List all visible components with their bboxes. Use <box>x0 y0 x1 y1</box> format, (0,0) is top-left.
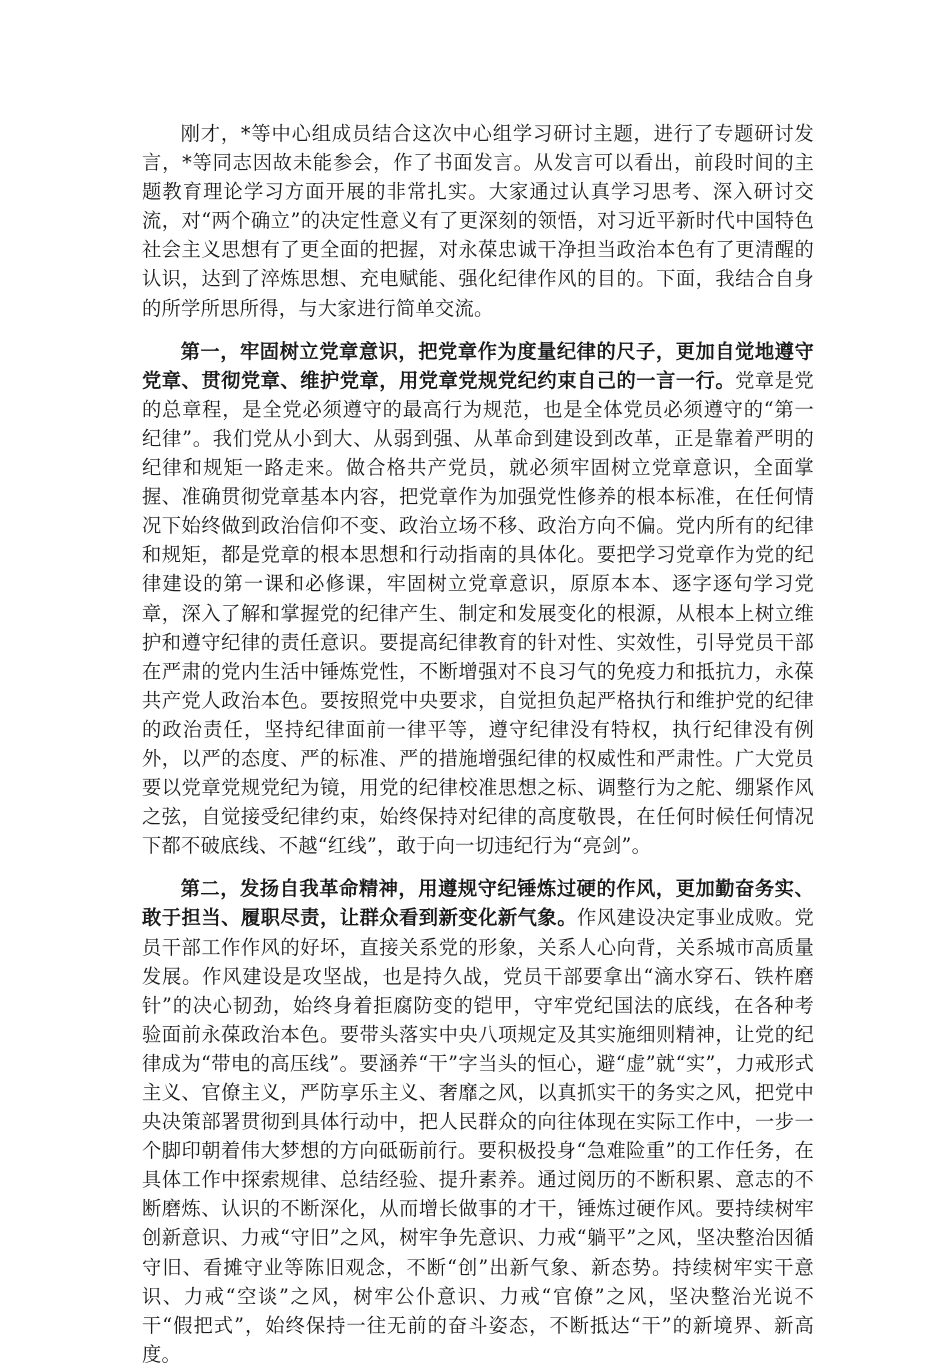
document-page <box>142 119 814 1369</box>
paragraph-second-point-heading: 第二，发扬自我革命精神，用遵规守纪锤炼过硬的作风，更加勤奋务实、敢于担当、履职尽责，让群众看到新变化新气象。 <box>142 877 814 930</box>
paragraph-second-point-body: 作风建设决定事业成败。党员干部工作作风的好坏，直接关系党的形象，关系人心向背，关系城市高质量发展。作风建设是攻坚战，也是持久战，党员干部要拿出“滴水穿石、铁杵磨针”的决心韧劲，始终身着拒腐防变的铠甲，守牢党纪国法的底线，在各种考验面前永葆政治本色。要带头落实中央八项规定及其实施细则精神，让党的纪律成为“带电的高压线”。要涵养“干”字当头的恒心，避“虚”就“实”，力戒形式主义、官僚主义，严防享乐主义、奢靡之风，以真抓实干的务实之风，把党中央决策部署贯彻到具体行动中，把人民群众的向往体现在实际工作中，一步一个脚印朝着伟大梦想的方向砥砺前行。要积极投身“急难险重”的工作任务，在具体工作中探索规律、总结经验、提升素养。通过阅历的不断积累、意志的不断磨炼、认识的不断深化，从而增长做事的才干，锤炼过硬作风。要持续树牢创新意识、力戒“守旧”之风，树牢争先意识、力戒“躺平”之风，坚决整治因循守旧、看摊守业等陈旧观念，不断“创”出新气象、新态势。持续树牢实干意识、力戒“空谈”之风，树牢公仆意识、力戒“官僚”之风，坚决整治光说不干“假把式”，始终保持一往无前的奋斗姿态，不断抵达“干”的新境界、新高度。 <box>142 906 815 1366</box>
paragraph-first-point-body: 党章是党的总章程，是全党必须遵守的最高行为规范，也是全体党员必须遵守的“第一纪律”。我们党从小到大、从弱到强、从革命到建设到改革，正是靠着严明的纪律和规矩一路走来。做合格共产党员，就必须牢固树立党章意识，全面掌握、准确贯彻党章基本内容，把党章作为加强党性修养的根本标准，在任何情况下始终做到政治信仰不变、政治立场不移、政治方向不偏。党内所有的纪律和规矩，都是党章的根本思想和行动指南的具体化。要把学习党章作为党的纪律建设的第一课和必修课，牢固树立党章意识，原原本本、逐字逐句学习党章，深入了解和掌握党的纪律产生、制定和发展变化的根源，从根本上树立维护和遵守纪律的责任意识。要提高纪律教育的针对性、实效性，引导党员干部在严肃的党内生活中锤炼党性，不断增强对不良习气的免疫力和抵抗力，永葆共产党人政治本色。要按照党中央要求，自觉担负起严格执行和维护党的纪律的政治责任，坚持纪律面前一律平等，遵守纪律没有特权，执行纪律没有例外，以严的态度、严的标准、严的措施增强纪律的权威性和严肃性。广大党员要以党章党规党纪为镜，用党的纪律校准思想之标、调整行为之舵、绷紧作风之弦，自觉接受纪律约束，始终保持对纪律的高度敬畏，在任何时候任何情况下都不破底线、不越“红线”，敢于向一切违纪行为“亮剑”。 <box>142 368 815 858</box>
paragraph-intro-body: 刚才，*等中心组成员结合这次中心组学习研讨主题，进行了专题研讨发言，*等同志因故未能参会，作了书面发言。从发言可以看出，前段时间的主题教育理论学习方面开展的非常扎实。大家通过认真学习思考、深入研讨交流，对“两个确立”的决定性意义有了更深刻的领悟，对习近平新时代中国特色社会主义思想有了更全面的把握，对永葆忠诚干净担当政治本色有了更清醒的认识，达到了淬炼思想、充电赋能、强化纪律作风的目的。下面，我结合自身的所学所思所得，与大家进行简单交流。 <box>142 122 814 320</box>
paragraph-first-point-heading: 第一，牢固树立党章意识，把党章作为度量纪律的尺子，更加自觉地遵守党章、贯彻党章、维护党章，用党章党规党纪约束自己的一言一行。 <box>142 339 814 392</box>
paragraph-intro <box>142 119 814 323</box>
paragraph-second-point <box>142 874 814 1369</box>
paragraph-first-point <box>142 337 814 861</box>
